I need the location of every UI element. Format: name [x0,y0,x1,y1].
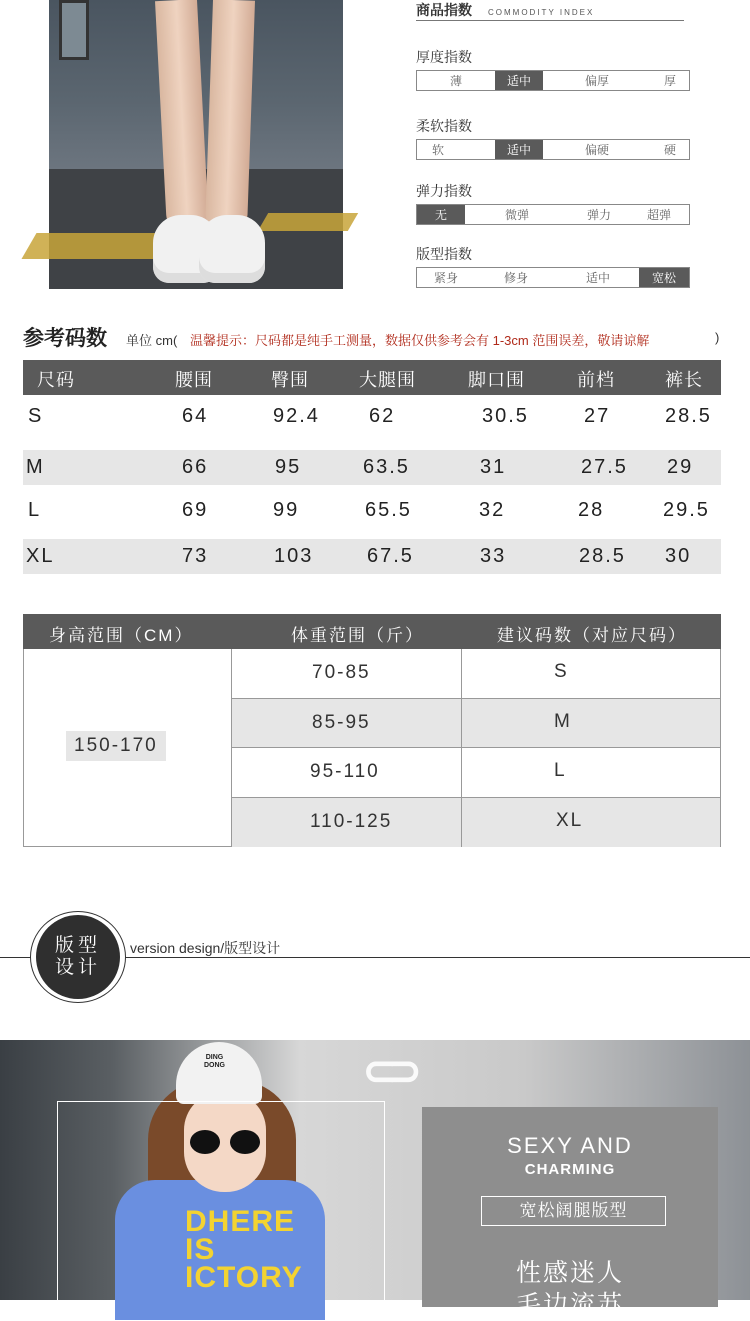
table-cell: 30.5 [482,405,529,427]
table-cell: 95 [275,456,302,478]
promo-photo [0,1040,750,1319]
weight-cell [232,748,462,797]
sneaker [199,215,265,283]
table-cell: 27.5 [581,456,628,478]
table-row [232,748,720,798]
column-header: 身高范围（CM） [49,626,194,645]
table-cell: 66 [182,456,209,478]
table-cell: 73 [182,545,209,567]
scale-option-selected: 无 [417,205,465,224]
size-chart-title: 参考码数 [23,327,107,350]
table-cell: 69 [182,499,209,521]
index-label-fit: 版型指数 [416,246,472,262]
size-value: M [554,710,572,732]
column-header: 建议码数（对应尺码） [497,626,687,645]
height-range-cell [24,649,232,846]
table-cell: 27 [584,405,611,427]
scale-option-selected: 适中 [495,140,543,159]
index-label-softness: 柔软指数 [416,118,472,134]
size-recommendation-table [23,614,721,847]
table-row [23,450,721,485]
scale-option: 偏硬 [584,143,609,157]
version-design-badge [36,915,120,999]
index-title-en: COMMODITY INDEX [488,8,595,17]
scale-option: 修身 [503,271,528,285]
scale-option: 适中 [585,271,610,285]
weight-value: 110-125 [310,810,393,832]
weight-value: 95-110 [310,761,380,782]
wall-logo-icon: ⊂⊃ [362,1047,413,1094]
size-chart-note: 温馨提示：尺码都是纯手工测量，数据仅供参考会有 1-3cm 范围误差，敬请谅解 [190,333,650,348]
table-cell: 28 [578,499,605,521]
version-design-caption: version design/版型设计 [130,940,281,956]
index-label-elasticity: 弹力指数 [416,183,472,199]
recommendation-header-row [23,614,721,649]
index-scale-fit [416,267,690,288]
column-header: 臀围 [271,370,309,390]
table-cell: 103 [274,545,314,567]
table-row [23,539,721,574]
scale-option-selected: 宽松 [639,268,689,287]
height-range-value: 150-170 [66,731,166,761]
scale-option: 紧身 [433,271,458,285]
size-value: L [554,760,567,781]
size-chart-unit: 单位 cm( [126,333,178,348]
table-cell: 29.5 [663,499,710,521]
photo-frame-outline [57,1101,385,1321]
size-value: XL [556,809,584,831]
column-header: 脚口围 [468,370,525,390]
table-cell: 65.5 [365,499,412,521]
weight-value: 85-95 [312,711,371,733]
scale-option: 弹力 [586,208,611,222]
promo-tag: 宽松阔腿版型 [481,1196,666,1226]
size-chart-header-row [23,360,721,395]
index-scale-softness [416,139,690,160]
badge-line: 版型 [54,935,101,956]
table-row [23,485,721,539]
table-cell: 62 [369,405,396,427]
column-header: 体重范围（斤） [291,626,424,645]
scale-option: 微弹 [504,208,529,222]
table-cell: 67.5 [367,545,414,567]
weight-cell [232,798,462,848]
promo-subheading: CHARMING [524,1161,616,1178]
badge-line: 设计 [54,957,101,978]
scale-option: 超弹 [646,208,671,222]
background-window [59,0,89,60]
scale-option: 硬 [663,143,676,157]
weight-cell [232,649,462,698]
road-marking [258,213,358,231]
size-chart-note-close: ) [715,330,720,345]
table-cell: 92.4 [273,405,320,427]
column-header: 腰围 [175,370,213,390]
table-cell: L [28,499,42,521]
weight-value: 70-85 [312,662,371,683]
table-cell: S [28,405,44,427]
cap-print [204,1054,225,1070]
table-cell: 31 [480,456,507,478]
recommendation-body [23,649,721,847]
tshirt-print-text: DHERE IS ICTORY [185,1205,303,1294]
size-chart-table [23,360,721,574]
promo-heading: SEXY AND [507,1133,633,1158]
table-cell: M [26,456,45,478]
product-photo-legs [49,0,343,289]
scale-option-selected: 适中 [495,71,543,90]
weight-size-rows [232,649,720,847]
weight-cell [232,699,462,748]
scale-option: 软 [431,143,444,157]
scale-option: 厚 [663,74,676,88]
table-cell: 28.5 [579,545,626,567]
column-header: 裤长 [665,370,703,390]
column-header: 前档 [577,370,615,390]
index-panel-header [416,0,684,21]
table-cell: 28.5 [665,405,712,427]
model-leg [205,0,255,231]
table-row [232,699,720,749]
table-row [23,395,721,450]
promo-text-panel [422,1107,718,1319]
cap-print-line: DONG [204,1062,225,1069]
baseball-cap [176,1042,262,1104]
cap-print-line: DING [205,1054,224,1061]
table-cell: 63.5 [363,456,410,478]
promo-line-2: 毛边流苏 [515,1291,624,1319]
table-row [232,649,720,699]
scale-option: 偏厚 [584,74,609,88]
scale-option: 薄 [449,74,462,88]
index-title-cn: 商品指数 [416,2,472,18]
table-row [232,798,720,848]
table-cell: 99 [273,499,300,521]
table-cell: 32 [479,499,506,521]
column-header: 尺码 [37,370,75,390]
index-scale-thickness [416,70,690,91]
column-header: 大腿围 [359,370,416,390]
promo-line-1: 性感迷人 [515,1259,624,1287]
index-label-thickness: 厚度指数 [416,49,472,65]
index-scale-elasticity [416,204,690,225]
table-cell: XL [26,545,55,567]
size-value: S [554,661,569,682]
table-cell: 64 [182,405,209,427]
table-cell: 30 [665,545,692,567]
table-cell: 33 [480,545,507,567]
table-cell: 29 [667,456,694,478]
